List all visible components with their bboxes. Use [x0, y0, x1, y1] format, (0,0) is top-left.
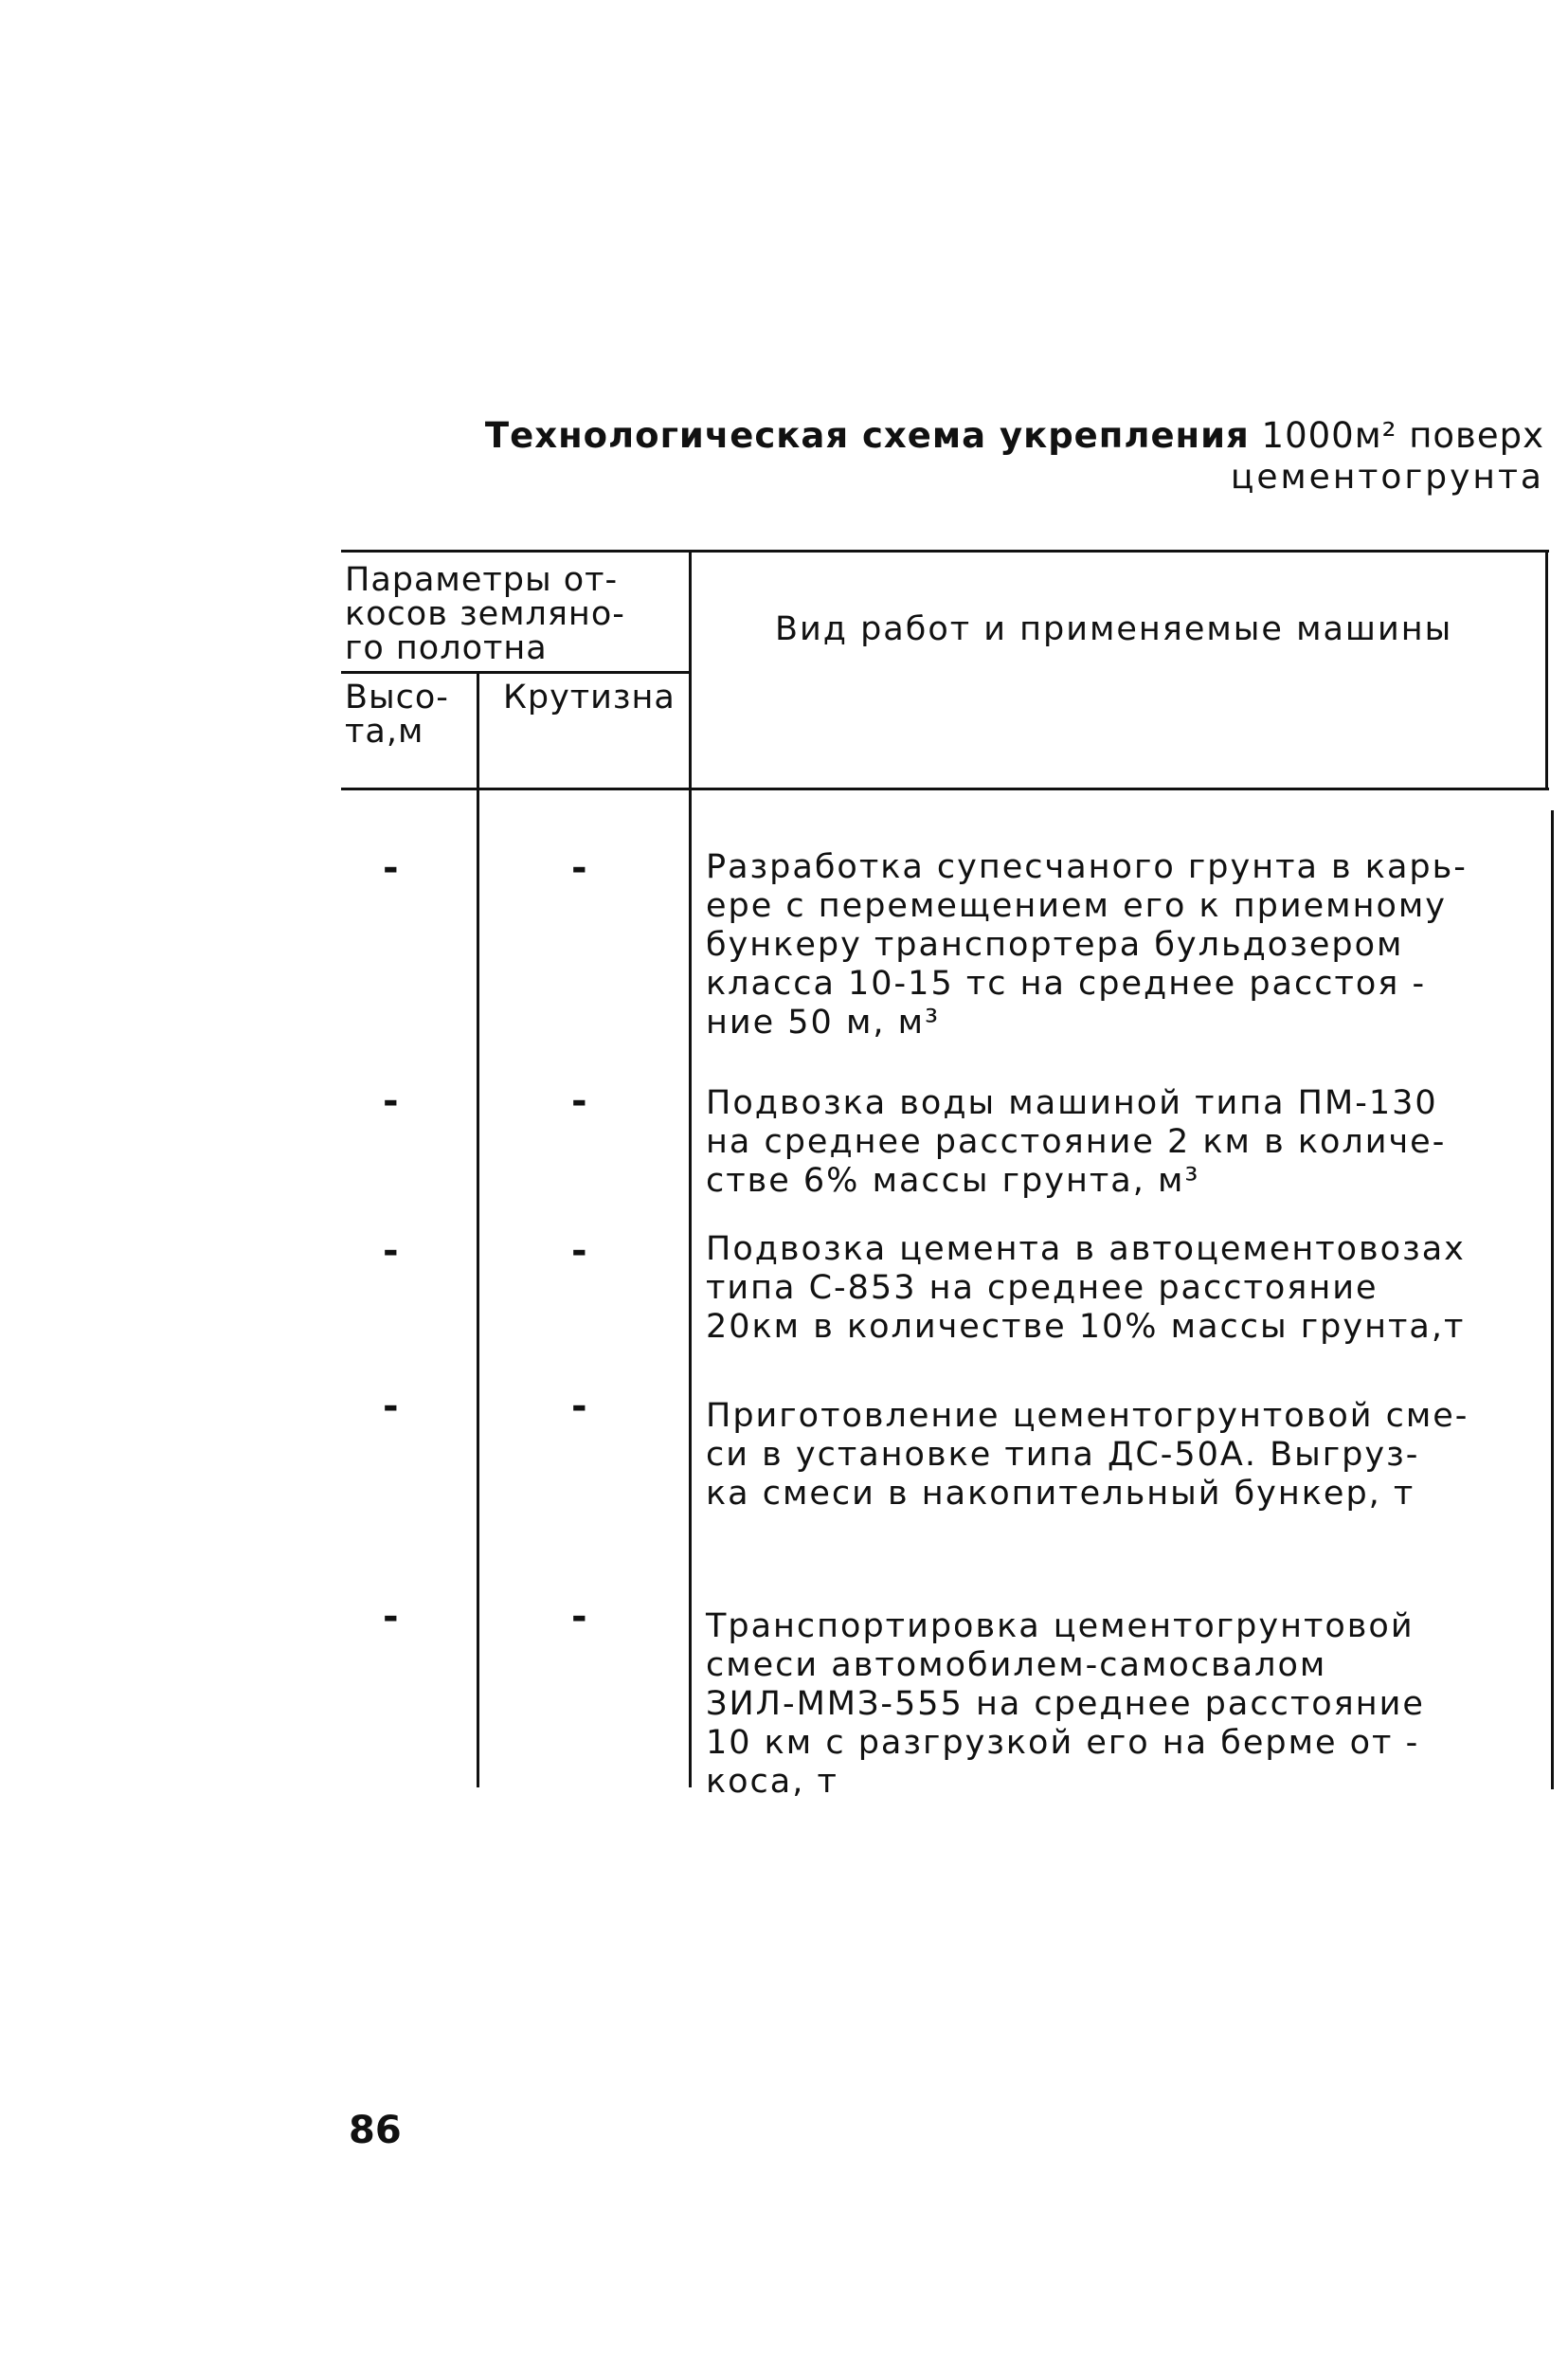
header-group-line: го полотна [345, 629, 548, 667]
params-work-divider [689, 552, 692, 1787]
row-3-slope: - [571, 1229, 587, 1273]
header-slope: Крутизна [503, 679, 676, 716]
header-group-line: Параметры от- [345, 561, 619, 599]
header-height [345, 680, 449, 749]
row-4-work [706, 1397, 1540, 1514]
work-line: коса, т [706, 1763, 838, 1801]
table-title [341, 415, 1544, 499]
row-2-work [706, 1084, 1540, 1201]
row-1-work [706, 848, 1540, 1042]
table-right-edge-lower [1551, 810, 1554, 1789]
page-number: 86 [349, 2109, 402, 2152]
row-2-height: - [383, 1079, 399, 1123]
work-line: 20км в количестве 10% массы грунта,т [706, 1308, 1466, 1346]
row-1-height: - [383, 846, 399, 890]
work-line: типа С-853 на среднее расстояние [706, 1269, 1379, 1307]
table-top-rule [341, 550, 1549, 553]
header-height-line: та,м [345, 713, 424, 751]
row-3-height: - [383, 1229, 399, 1273]
work-line: си в установке типа ДС-50А. Выгруз- [706, 1436, 1420, 1474]
row-2-slope: - [571, 1079, 587, 1123]
work-line: Подвозка воды машиной типа ПМ-130 [706, 1084, 1438, 1122]
table-right-edge-upper [1545, 552, 1548, 789]
header-bottom-rule [341, 788, 1549, 790]
work-line: смеси автомобилем-самосвалом [706, 1646, 1327, 1684]
work-line: на среднее расстояние 2 км в количе- [706, 1123, 1447, 1161]
work-line: ЗИЛ-ММЗ-555 на среднее расстояние [706, 1685, 1425, 1723]
work-line: бункеру транспортера бульдозером [706, 926, 1404, 964]
header-height-line: Высо- [345, 679, 449, 716]
row-5-height: - [383, 1595, 399, 1639]
work-line: Транспортировка цементогрунтовой [706, 1607, 1415, 1645]
header-params-group [345, 563, 625, 665]
work-line: стве 6% массы грунта, м³ [706, 1162, 1200, 1200]
title-bold-part: Технологическая схема укрепления [484, 415, 1250, 456]
work-line: 10 км с разгрузкой его на берме от - [706, 1724, 1420, 1762]
work-line: Подвозка цемента в автоцементовозах [706, 1230, 1466, 1268]
work-line: Разработка супесчаного грунта в карь- [706, 848, 1468, 886]
work-line: класса 10-15 тс на среднее расстоя - [706, 965, 1427, 1003]
work-line: ере с перемещением его к приемному [706, 887, 1447, 925]
title-line-1 [341, 415, 1544, 457]
row-5-slope: - [571, 1595, 587, 1639]
row-5-work [706, 1607, 1540, 1802]
work-line: ка смеси в накопительный бункер, т [706, 1475, 1415, 1513]
height-slope-divider [477, 671, 479, 1787]
work-line: Приготовление цементогрунтовой сме- [706, 1397, 1469, 1435]
group-underline-rule [341, 671, 690, 674]
row-1-slope: - [571, 846, 587, 890]
work-line: ние 50 м, м³ [706, 1004, 941, 1042]
row-3-work [706, 1230, 1540, 1347]
title-line-2: цементогрунта [1230, 458, 1544, 497]
header-group-line: косов земляно- [345, 595, 625, 633]
header-work-type: Вид работ и применяемые машины [775, 610, 1453, 648]
title-rest-part: 1000м² поверх [1261, 415, 1544, 456]
row-4-slope: - [571, 1385, 587, 1428]
row-4-height: - [383, 1385, 399, 1428]
